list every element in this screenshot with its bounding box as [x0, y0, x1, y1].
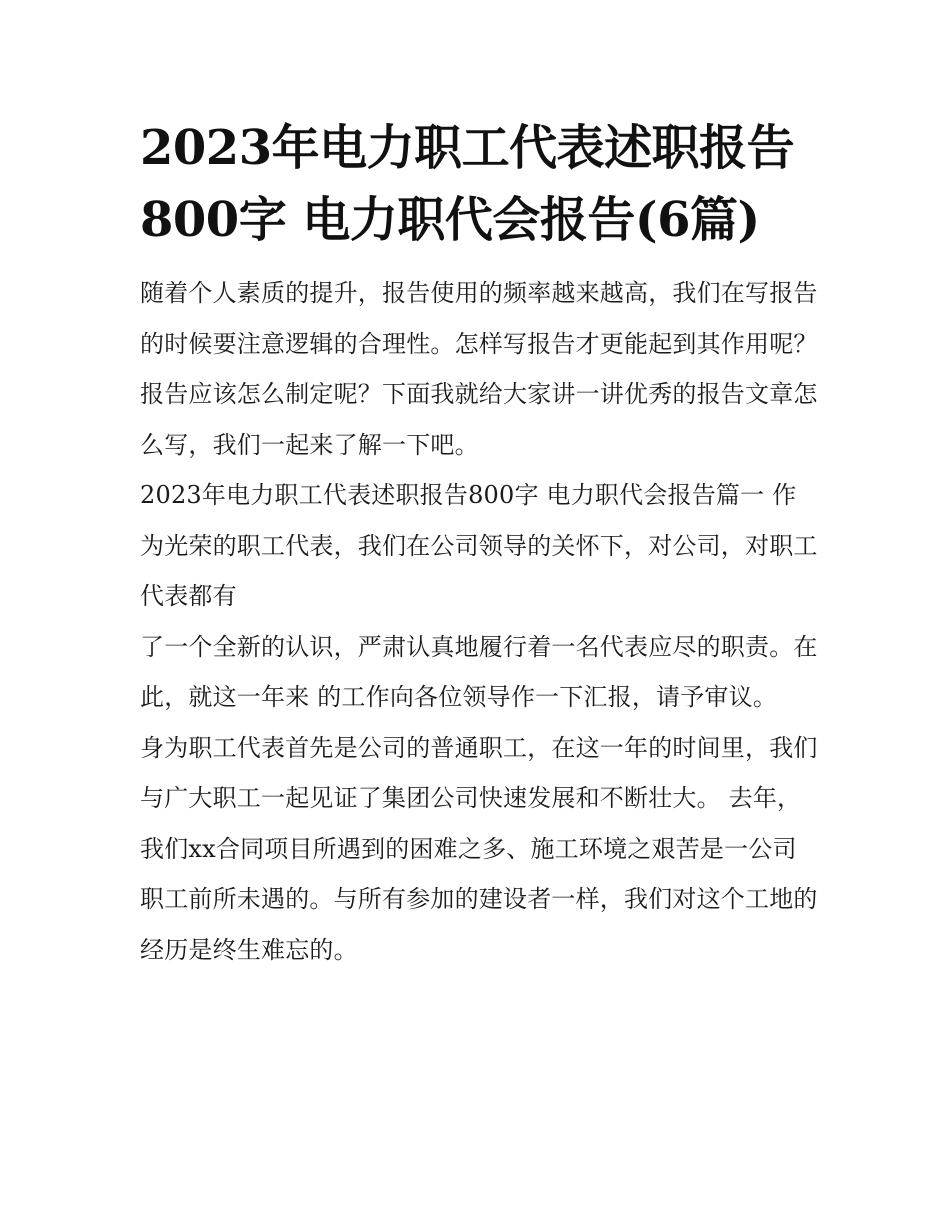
document-body: [140, 112, 820, 975]
paragraph-4: 我们xx合同项目所遇到的困难之多、施工环境之艰苦是一公司职工前所未遇的。与所有参加的建设者一样，我们对这个工地的经历是终生难忘的。: [140, 834, 818, 964]
document-title: 2023年电力职工代表述职报告800字 电力职代会报告(6篇): [140, 120, 795, 248]
paragraph-intro: 随着个人素质的提升，报告使用的频率越来越高，我们在写报告的时候要注意逻辑的合理性。怎样写报告才更能起到其作用呢？报告应该怎么制定呢？下面我就给大家讲一讲优秀的报告文章怎么写，我们一起来了解一下吧。: [140, 279, 818, 459]
paragraph-1: 2023年电力职工代表述职报告800字 电力职代会报告篇一 作为光荣的职工代表，我们在公司领导的关怀下，对公司，对职工代表都有: [140, 481, 818, 610]
paragraph-3: 身为职工代表首先是公司的普通职工，在这一年的时间里，我们与广大职工一起见证了集团公司快速发展和不断壮大。 去年，: [140, 733, 818, 812]
paragraph-2: 了一个全新的认识，严肃认真地履行着一名代表应尽的职责。在此，就这一年来 的工作向各位领导作一下汇报，请予审议。: [140, 632, 818, 711]
